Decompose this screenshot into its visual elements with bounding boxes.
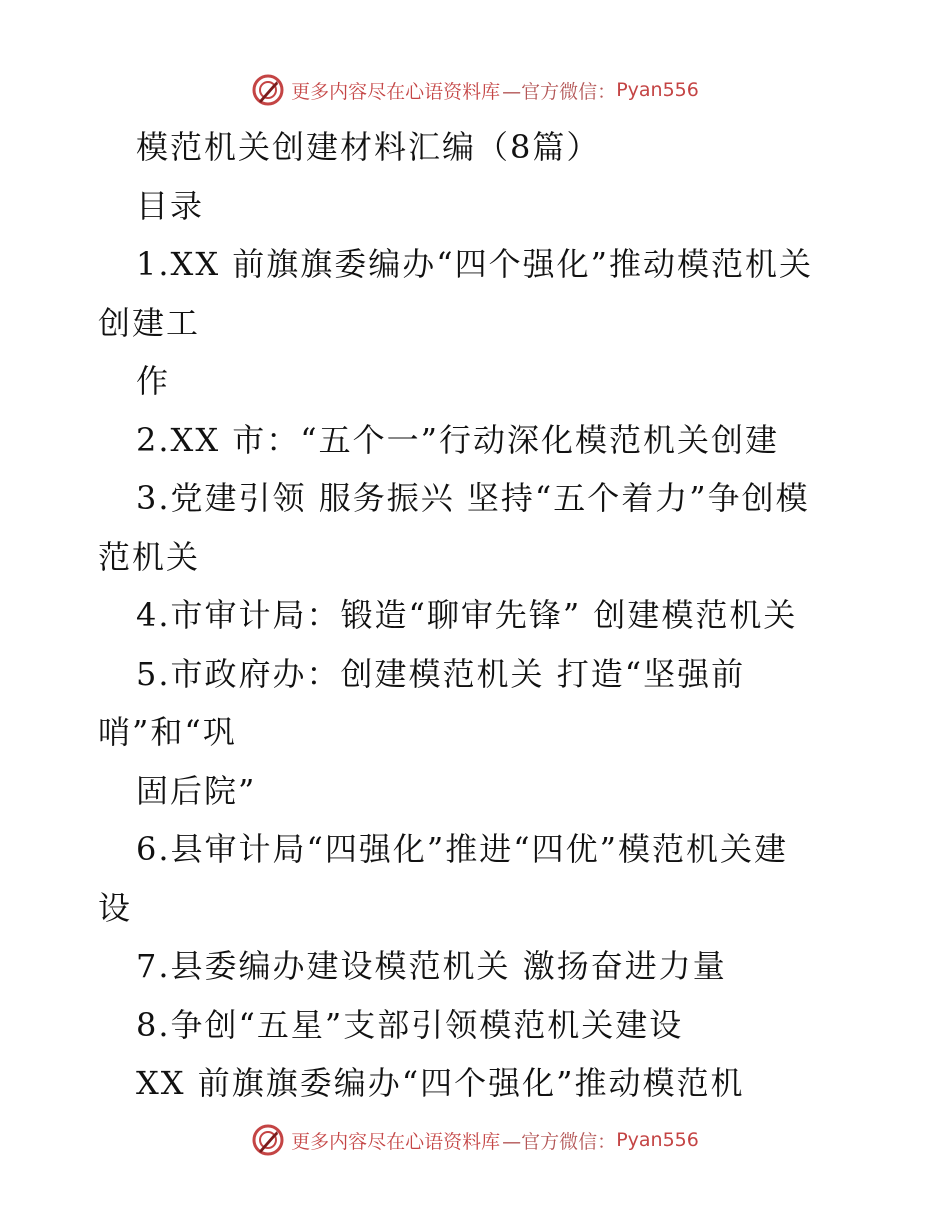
toc-line: 设	[98, 888, 133, 927]
watermark-text: 更多内容尽在心语资料库	[291, 80, 501, 103]
toc-line: 3.党建引领 服务振兴 坚持“五个着力”争创模	[136, 479, 810, 517]
document-body	[98, 118, 858, 1113]
toc-line: 固后院”	[136, 771, 257, 810]
toc-line: 7.县委编办建设模范机关 激扬奋进力量	[136, 947, 727, 985]
toc-line: 作	[136, 362, 171, 400]
watermark-separator: —官方微信：	[502, 1130, 617, 1153]
watermark-text: 更多内容尽在心语资料库	[291, 1130, 501, 1153]
watermark-account: Pyan556	[616, 79, 699, 101]
toc-heading: 目录	[136, 186, 205, 225]
watermark-footer	[0, 1120, 950, 1160]
toc-line: 4.市审计局：锻造“聊审先锋” 创建模范机关	[136, 596, 798, 634]
pen-logo-icon	[251, 1123, 285, 1157]
toc-line: 8.争创“五星”支部引领模范机关建设	[136, 1005, 684, 1044]
toc-line: 创建工	[98, 303, 201, 342]
toc-line: 5.市政府办：创建模范机关 打造“坚强前	[136, 654, 746, 693]
watermark-separator: —官方微信：	[502, 80, 617, 103]
pen-logo-icon	[251, 73, 285, 107]
toc-line: 哨”和“巩	[98, 713, 237, 751]
toc-line: 范机关	[98, 537, 201, 576]
watermark-account: Pyan556	[616, 1129, 699, 1151]
body-line: XX 前旗旗委编办“四个强化”推动模范机	[136, 1064, 745, 1102]
document-title: 模范机关创建材料汇编（8篇）	[136, 128, 601, 166]
toc-line: 1.XX 前旗旗委编办“四个强化”推动模范机关	[136, 245, 813, 283]
toc-line: 2.XX 市：“五个一”行动深化模范机关创建	[136, 420, 779, 459]
watermark-header	[0, 70, 950, 110]
toc-line: 6.县审计局“四强化”推进“四优”模范机关建	[136, 830, 788, 868]
